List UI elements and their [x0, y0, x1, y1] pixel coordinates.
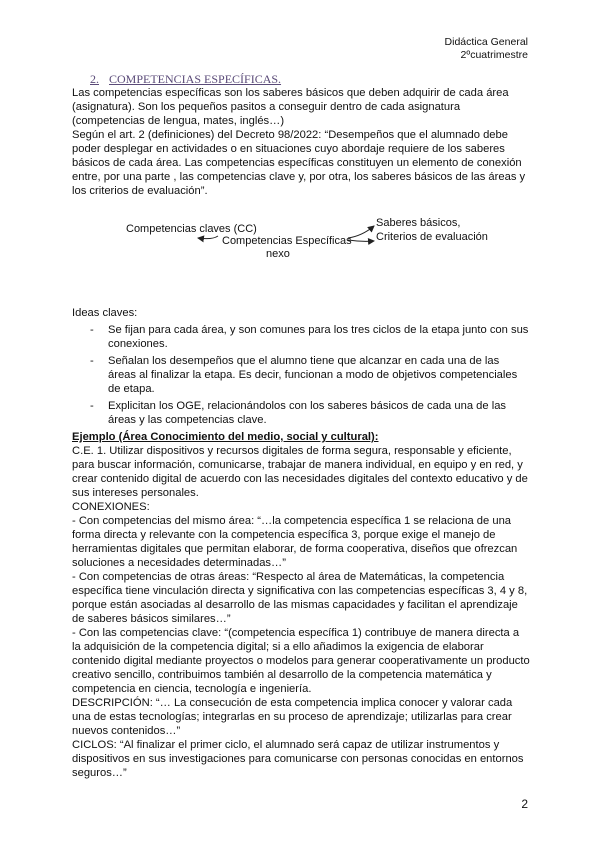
- descripcion-paragraph: DESCRIPCIÓN: “… La consecución de esta competencia implica conocer y valorar cada una de estas tecnologías; integrarlas en su proceso de aprendizaje; utilizarlas para crear nuevos contenidos…”: [72, 697, 513, 737]
- conexiones-label: CONEXIONES:: [72, 501, 150, 513]
- concept-diagram: [72, 208, 530, 268]
- conexion-competencias-clave: - Con las competencias clave: “(competencia específica 1) contribuye de manera directa a la adquisición de la competencia digital; si a ello añadimos la exigencia de elaborar contenido digital mediante proyectos o modelos para generar cooperativamente un producto creativo sencillo, contribuimos también al desarrollo de la competencia matemática y competencia en ciencia, tecnología e ingeniería.: [72, 627, 530, 695]
- page-number: 2: [521, 797, 528, 811]
- conexion-otras-areas: - Con competencias de otras áreas: “Respecto al área de Matemáticas, la competencia específica tiene vinculación directa y significativa con las competencias específicas 3, 4 y 8, porque están asociadas al desarrollo de las mismas capacidades y facilitan el aprendizaje de saberes básicos similares…”: [72, 571, 528, 625]
- section-title: [90, 72, 530, 86]
- list-item: - Se fijan para cada área, y son comunes para los tres ciclos de la etapa junto con sus conexiones.: [90, 324, 529, 350]
- section-number: 2.: [90, 72, 99, 86]
- list-item: - Señalan los desempeños que el alumno tiene que alcanzar en cada una de las áreas al finalizar la etapa. Es decir, funcionan a modo de objetivos competenciales de etapa.: [90, 355, 518, 395]
- ciclos-paragraph: CICLOS: “Al finalizar el primer ciclo, el alumnado será capaz de utilizar instrumentos y dispositivos en sus investigaciones para comunicarse con personas conocidas en entornos seguros…”: [72, 739, 524, 779]
- diagram-criterios: Criterios de evaluación: [376, 231, 488, 243]
- ideas-list: [72, 323, 530, 427]
- diagram-saberes: Saberes básicos,: [376, 217, 461, 229]
- example-ce1: C.E. 1. Utilizar dispositivos y recursos digitales de forma segura, responsable y eficiente, para buscar información, comunicarse, trabajar de manera individual, en equipo y en red, y crear contenido digital de acuerdo con las necesidades digitales del contexto educativo y de sus intereses personales.: [72, 445, 528, 499]
- decree-paragraph: Según el art. 2 (definiciones) del Decreto 98/2022: “Desempeños que el alumnado debe poder desplegar en actividades o en situaciones cuyo abordaje requiere de los saberes básicos de cada área. Las competencias específicas constituyen un elemento de conexión entre, por una parte , las competencias clave y, por otra, los saberes básicos de las áreas y los criterios de evaluación”.: [72, 129, 526, 197]
- ideas-title: Ideas claves:: [72, 307, 138, 319]
- list-item: - Explicitan los OGE, relacionándolos con los saberes básicos de cada una de las áreas y las competencias clave.: [90, 400, 507, 426]
- section-title-text: COMPETENCIAS ESPECÍFICAS.: [109, 72, 282, 86]
- conexion-mismo-area: - Con competencias del mismo área: “…la competencia específica 1 se relaciona de una forma directa y relevante con la competencia específica 3, porque exige el manejo de herramientas digitales que permitan elaborar, de forma cooperativa, diseños que ofrezcan soluciones a necesidades determinadas…”: [72, 515, 518, 569]
- header-term: 2ºcuatrimestre: [460, 49, 528, 61]
- header-course: Didáctica General: [444, 36, 528, 48]
- diagram-cc: Competencias claves (CC): [126, 223, 257, 235]
- page-content: [72, 72, 530, 780]
- intro-paragraph: Las competencias específicas son los saberes básicos que deben adquirir de cada área (asignatura). Son los pequeños pasitos a conseguir dentro de cada asignatura (competencias de lengua, mates, inglés…): [72, 87, 509, 127]
- example-title: Ejemplo (Área Conocimiento del medio, social y cultural):: [72, 431, 379, 443]
- diagram-ce: Competencias Específicas: [222, 235, 352, 247]
- page-header: [445, 36, 528, 62]
- arrow-to-cc: [198, 236, 218, 239]
- diagram-nexo: nexo: [266, 248, 290, 260]
